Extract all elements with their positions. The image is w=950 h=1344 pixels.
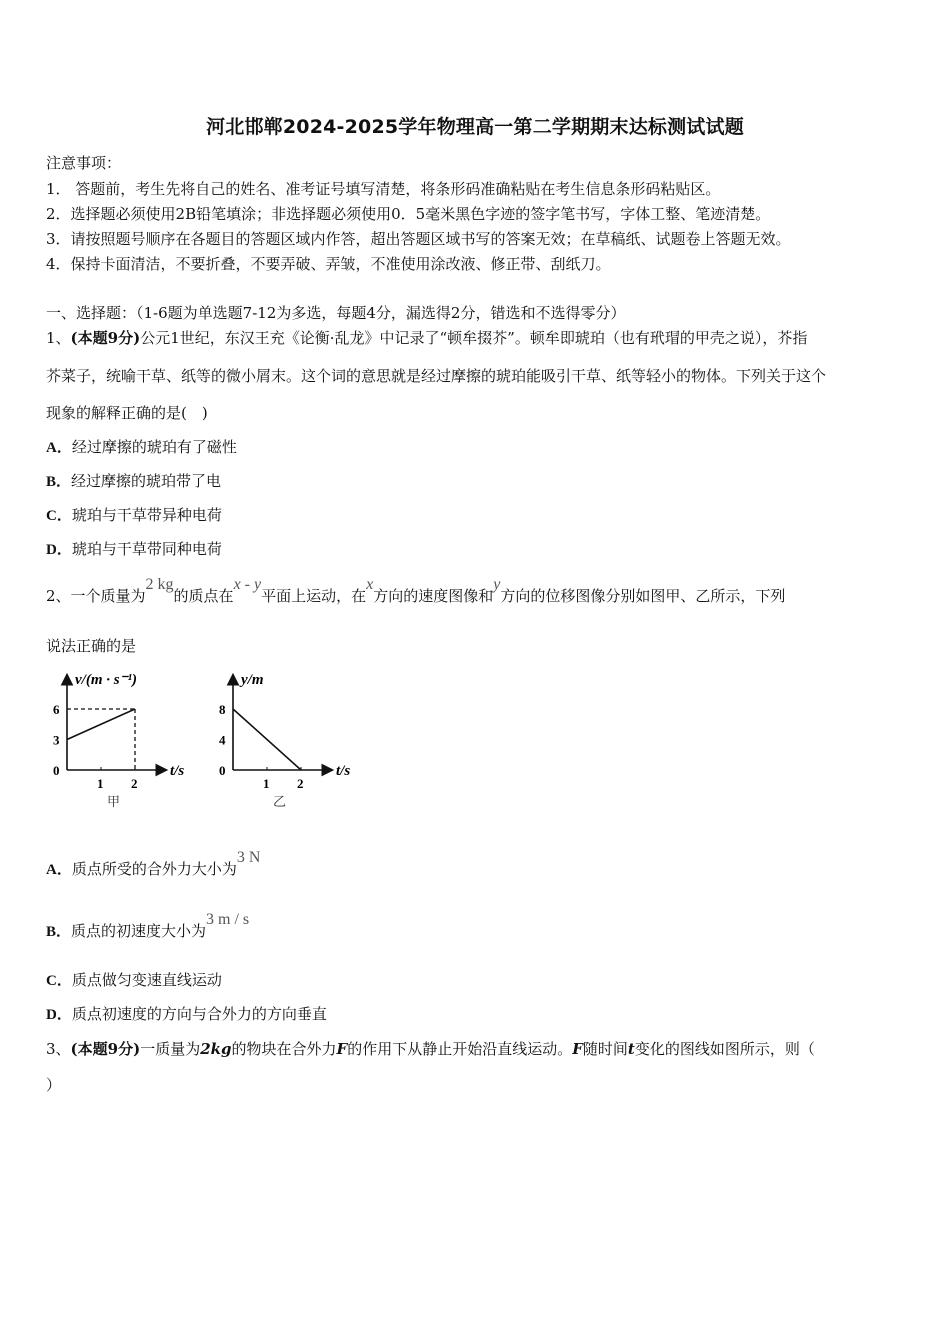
q2-text: 的质点在	[173, 587, 234, 605]
page-title: 河北邯郸2024-2025学年物理高一第二学期期末达标测试试题	[206, 116, 744, 138]
figure-caption: 乙	[273, 794, 287, 809]
q2-force-value: 3 N	[236, 849, 261, 866]
option-text: 经过摩擦的琥珀有了磁性	[71, 438, 237, 456]
q3-text: 一质量为	[140, 1040, 201, 1058]
option-text: 经过摩擦的琥珀带了电	[71, 472, 222, 490]
figure-caption: 甲	[107, 794, 121, 809]
option-letter: C．	[46, 973, 72, 989]
q1-option-d	[46, 538, 222, 559]
chart-yi	[219, 672, 350, 809]
option-letter: C．	[46, 508, 72, 524]
q3-mass: 2kg	[200, 1040, 232, 1058]
q2-option-c	[46, 969, 222, 990]
option-text: 琥珀与干草带同种电荷	[71, 540, 222, 558]
x-tick-label: 2	[297, 776, 304, 791]
q3-tag: (本题9分)	[70, 1040, 141, 1058]
q2-option-a	[46, 849, 261, 879]
q1-text: 公元1世纪，东汉王充《论衡·乱龙》中记录了“顿牟掇芥”。顿牟即琥珀（也有玳瑁的甲壳之说），芥指	[140, 329, 808, 347]
y-tick-label: 3	[53, 732, 60, 748]
q1-line3: 现象的解释正确的是( )	[46, 404, 208, 422]
y-tick-label: 6	[53, 702, 60, 717]
series-line	[233, 709, 301, 770]
q1-tag: (本题9分)	[70, 329, 141, 347]
origin-label: 0	[219, 763, 226, 778]
q2-x: x	[366, 576, 374, 593]
q3-text: 变化的图线如图所示，则（	[634, 1040, 815, 1058]
option-text: 质点的初速度大小为	[71, 922, 207, 940]
option-letter: D．	[46, 1007, 72, 1023]
q1-option-b	[46, 470, 221, 491]
q1-option-c	[46, 504, 222, 525]
x-tick-label: 1	[263, 776, 270, 791]
q2-text: 方向的位移图像分别如图甲、乙所示，下列	[500, 587, 786, 605]
q2-line2: 说法正确的是	[46, 637, 137, 655]
option-text: 质点做匀变速直线运动	[71, 971, 222, 989]
notice-item: 2．选择题必须使用2B铅笔填涂；非选择题必须使用0．5毫米黑色字迹的签字笔书写，字体工整、笔迹清楚。	[46, 205, 771, 223]
option-letter: B．	[46, 474, 72, 490]
q3-number: 3、	[46, 1040, 71, 1058]
y-tick-label: 4	[219, 732, 226, 748]
notice-item: 4．保持卡面清洁，不要折叠，不要弄破、弄皱，不准使用涂改液、修正带、刮纸刀。	[46, 255, 611, 273]
q2-y: y	[493, 576, 501, 593]
q3-force-symbol: F	[572, 1040, 583, 1058]
option-letter: A．	[46, 862, 72, 878]
option-text: 琥珀与干草带异种电荷	[71, 506, 222, 524]
chart-jia	[53, 672, 184, 809]
series-line	[67, 709, 135, 740]
y-axis-label: v/(m · s⁻¹)	[75, 672, 137, 688]
y-axis-label: y/m	[241, 672, 264, 688]
q2-text: 平面上运动，在	[261, 587, 367, 605]
section-heading: 一、选择题：（1-6题为单选题7-12为多选，每题4分，漏选得2分，错选和不选得零分）	[46, 304, 626, 322]
notice-heading: 注意事项：	[46, 154, 122, 172]
q3-force-symbol: F	[336, 1040, 348, 1058]
y-tick-label: 8	[219, 702, 226, 717]
x-axis-label: t/s	[336, 763, 351, 779]
q3-text: 的作用下从静止开始沿直线运动。	[347, 1040, 573, 1058]
option-text: 质点所受的合外力大小为	[71, 860, 237, 878]
q1-number: 1、	[46, 329, 71, 347]
option-letter: D．	[46, 542, 72, 558]
q2-option-d	[46, 1003, 327, 1024]
q1-line1	[46, 327, 807, 348]
q2-option-b	[46, 911, 250, 941]
q2-velocity-value: 3 m / s	[206, 911, 250, 928]
option-letter: A．	[46, 440, 72, 456]
q2-line1	[46, 576, 786, 606]
option-letter: B．	[46, 924, 72, 940]
x-tick-label: 1	[97, 776, 104, 791]
q2-mass: 2 kg	[145, 576, 174, 593]
q3-text: 随时间	[582, 1040, 628, 1058]
notice-item: 3．请按照题号顺序在各题目的答题区域内作答，超出答题区域书写的答案无效；在草稿纸、试题卷上答题无效。	[46, 230, 791, 248]
q1-line2: 芥菜子，统喻干草、纸等的微小屑末。这个词的意思就是经过摩擦的琥珀能吸引干草、纸等轻小的物体。下列关于这个	[46, 367, 827, 385]
q3-text: 的物块在合外力	[231, 1040, 337, 1058]
q3-line1	[46, 1038, 815, 1059]
origin-label: 0	[53, 763, 60, 778]
option-text: 质点初速度的方向与合外力的方向垂直	[71, 1005, 327, 1023]
q2-figures	[40, 660, 380, 810]
q3-line2: ）	[46, 1076, 62, 1094]
x-axis-label: t/s	[170, 763, 185, 779]
q3-time-symbol: t	[627, 1040, 635, 1058]
q2-text: 2、一个质量为	[46, 587, 146, 605]
q2-plane: x - y	[233, 576, 262, 593]
q1-option-a	[46, 436, 237, 457]
q2-text: 方向的速度图像和	[373, 587, 494, 605]
notice-item: 1． 答题前，考生先将自己的姓名、准考证号填写清楚，将条形码准确粘贴在考生信息条形码粘贴区。	[46, 180, 721, 198]
x-tick-label: 2	[131, 776, 138, 791]
